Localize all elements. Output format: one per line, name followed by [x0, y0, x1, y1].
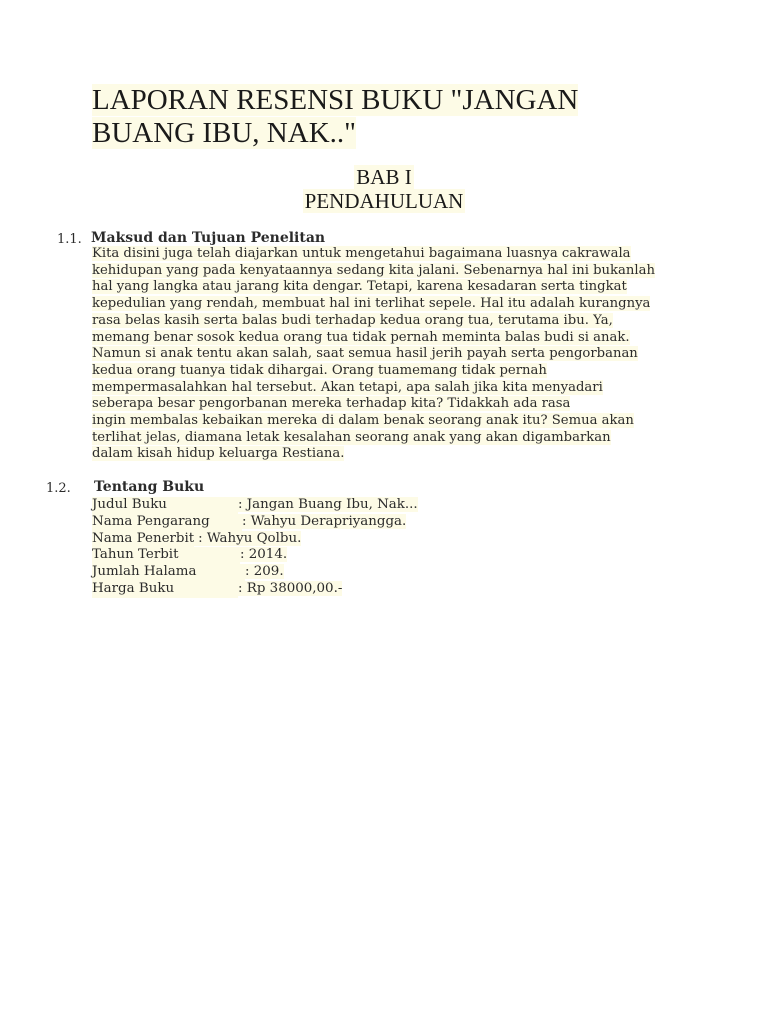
paragraph-line: dalam kisah hidup keluarga Restiana.	[92, 446, 345, 462]
paragraph-line: kehidupan yang pada kenyataannya sedang kita jalani. Sebenarnya hal ini bukanlah	[92, 262, 655, 278]
section-2-heading: Tentang Buku	[94, 479, 205, 495]
paragraph-line: kepedulian yang rendah, membuat hal ini terlihat sepele. Hal itu adalah kurangnya	[92, 296, 651, 312]
paragraph-line: kedua orang tuanya tidak dihargai. Orang tuamemang tidak pernah	[92, 362, 547, 378]
book-info-label: Harga Buku	[92, 581, 238, 598]
paragraph-line: hal yang langka atau jarang kita dengar. Tetapi, karena kesadaran serta tingkat	[92, 279, 627, 295]
book-info-list	[92, 497, 418, 598]
paragraph-line: mempermasalahkan hal tersebut. Akan tetapi, apa salah jika kita menyadari	[92, 379, 603, 395]
book-info-value: : Wahyu Qolbu.	[198, 530, 302, 546]
chapter-number: BAB I	[356, 165, 412, 189]
book-info-value: : 2014.	[240, 547, 288, 563]
title-line-2: BUANG IBU, NAK.."	[92, 117, 356, 149]
book-info-value: : Jangan Buang Ibu, Nak...	[238, 497, 418, 512]
book-info-value: : Wahyu Derapriyangga.	[242, 513, 407, 529]
book-info-row	[92, 531, 418, 548]
book-info-value: : Rp 38000,00.-	[238, 580, 343, 596]
paragraph-line: terlihat jelas, diamana letak kesalahan seorang anak yang akan digambarkan	[92, 429, 611, 445]
book-info-label: Nama Penerbit	[92, 530, 195, 546]
book-info-label: Judul Buku	[92, 497, 238, 514]
section-1-paragraph	[92, 246, 682, 463]
book-info-label: Tahun Terbit	[92, 547, 240, 564]
section-2-number: 1.2.	[46, 481, 71, 496]
book-info-row	[92, 497, 418, 514]
book-info-row	[92, 514, 418, 531]
section-1-heading: Maksud dan Tujuan Penelitan	[91, 230, 326, 246]
chapter-name: PENDAHULUAN	[304, 189, 464, 213]
book-info-label: Jumlah Halama	[92, 564, 245, 581]
paragraph-line: memang benar sosok kedua orang tua tidak pernah meminta balas budi si anak.	[92, 329, 630, 345]
book-info-row	[92, 547, 418, 564]
title-line-1: LAPORAN RESENSI BUKU "JANGAN	[92, 84, 579, 116]
book-info-row	[92, 564, 418, 581]
book-info-value: : 209.	[245, 564, 284, 580]
book-info-row	[92, 581, 418, 598]
book-info-label: Nama Pengarang	[92, 514, 242, 531]
section-1-number: 1.1.	[57, 232, 82, 247]
paragraph-line: Namun si anak tentu akan salah, saat semua hasil jerih payah serta pengorbanan	[92, 346, 638, 362]
paragraph-line: rasa belas kasih serta balas budi terhadap kedua orang tua, terutama ibu. Ya,	[92, 312, 613, 328]
paragraph-line: ingin membalas kebaikan mereka di dalam benak seorang anak itu? Semua akan	[92, 413, 634, 429]
paragraph-line: seberapa besar pengorbanan mereka terhadap kita? Tidakkah ada rasa	[92, 396, 571, 412]
paragraph-line: Kita disini juga telah diajarkan untuk mengetahui bagaimana luasnya cakrawala	[92, 246, 631, 261]
document-title	[92, 84, 612, 150]
